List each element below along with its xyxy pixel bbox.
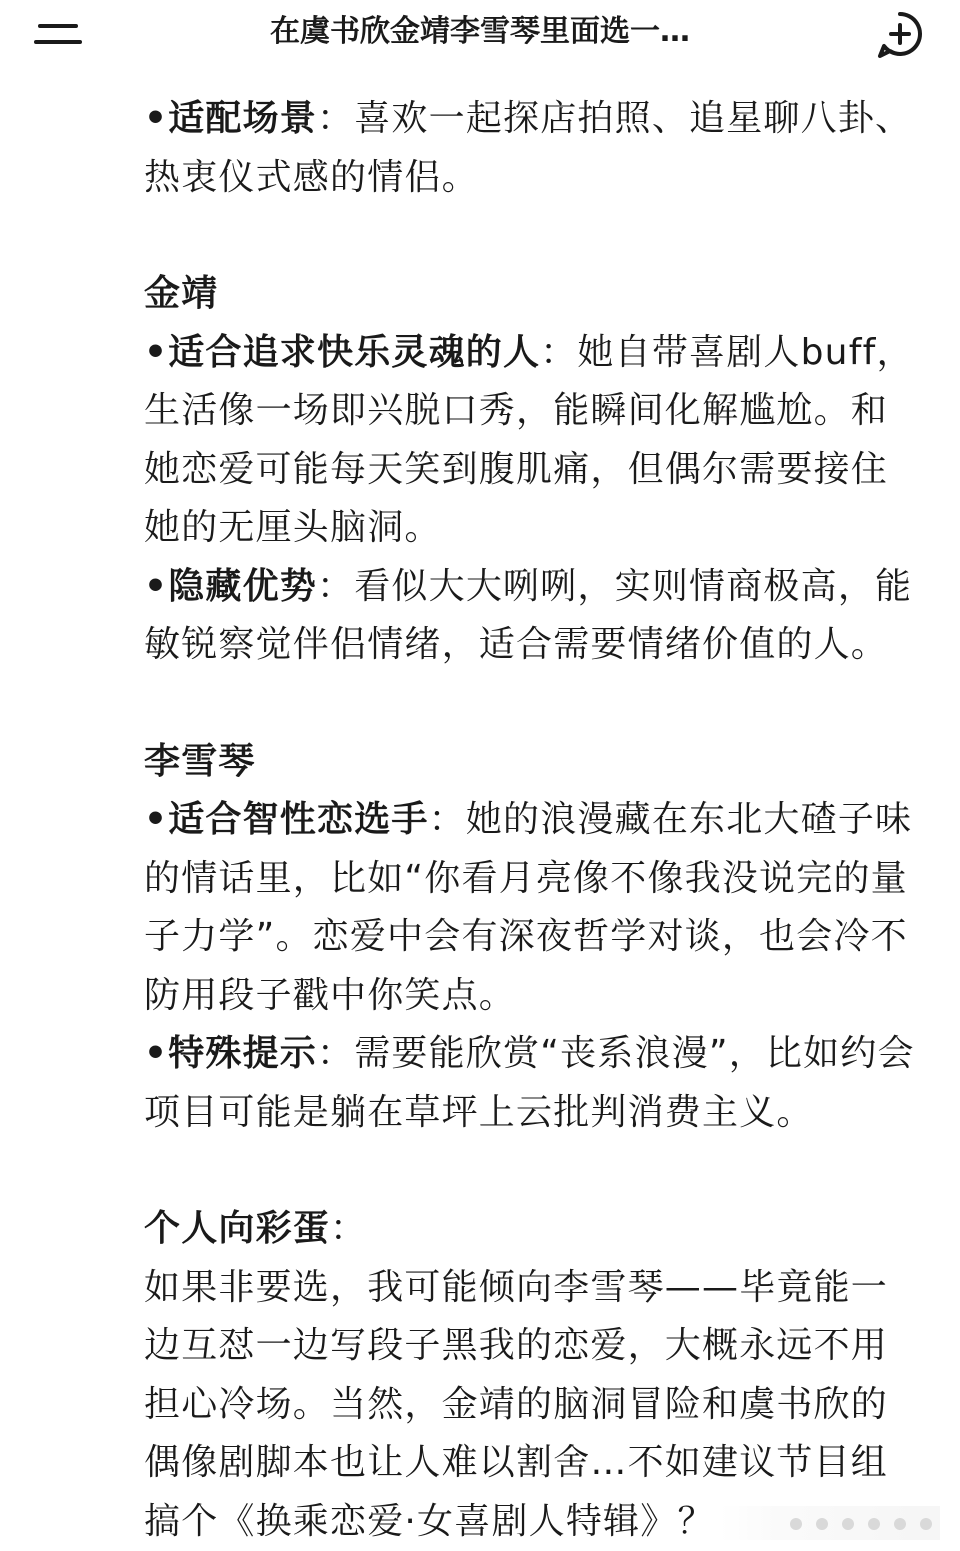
- bullet-label: •适合追求快乐灵魂的人: [144, 332, 540, 373]
- jinjing-suitable-paragraph: •适合追求快乐灵魂的人：她自带喜剧人buff，生活像一场即兴脱口秀，能瞬间化解尴尬。和她恋爱可能每天笑到腹肌痛，但偶尔需要接住她的无厘头脑洞。: [144, 324, 924, 558]
- top-bar: [0, 0, 960, 72]
- bullet-label: •适配场景: [144, 98, 317, 139]
- jinjing-advantage-paragraph: •隐藏优势：看似大大咧咧，实则情商极高，能敏锐察觉伴侣情绪，适合需要情绪价值的人。: [144, 558, 924, 675]
- lixueqin-suitable-paragraph: •适合智性恋选手：她的浪漫藏在东北大碴子味的情话里，比如“你看月亮像不像我没说完的量子力学”。恋爱中会有深夜哲学对谈，也会冷不防用段子戳中你笑点。: [144, 791, 924, 1025]
- bullet-label: •适合智性恋选手: [144, 799, 429, 840]
- paragraph-text: 她的浪漫藏在东北大碴子味的情话里，比如“你看月亮像不像我没说完的量子力学”。恋爱中会有深夜哲学对谈，也会冷不防用段子戳中你笑点。: [144, 799, 912, 1016]
- chat-message-content: [144, 90, 924, 1551]
- new-chat-icon[interactable]: [870, 8, 930, 62]
- scene-paragraph: •适配场景：喜欢一起探店拍照、追星聊八卦、热衷仪式感的情侣。: [144, 90, 924, 207]
- paragraph-text: 看似大大咧咧，实则情商极高，能敏锐察觉伴侣情绪，适合需要情绪价值的人。: [144, 566, 912, 666]
- paragraph-text: 她自带喜剧人buff，生活像一场即兴脱口秀，能瞬间化解尴尬。和她恋爱可能每天笑到腹肌痛，但偶尔需要接住她的无厘头脑洞。: [144, 332, 914, 549]
- menu-icon[interactable]: [34, 14, 90, 54]
- bullet-label: •特殊提示: [144, 1033, 317, 1074]
- paragraph-text: 需要能欣赏“丧系浪漫”，比如约会项目可能是躺在草坪上云批判消费主义。: [144, 1033, 915, 1133]
- section-title-lixueqin: 李雪琴: [144, 733, 924, 792]
- easter-egg-heading: 个人向彩蛋：: [144, 1200, 924, 1259]
- watermark: [720, 1506, 940, 1540]
- section-title-easter-egg: 个人向彩蛋: [144, 1208, 330, 1249]
- section-title-jinjing: 金靖: [144, 265, 924, 324]
- conversation-title: 在虞书欣金靖李雪琴里面选一…: [200, 10, 760, 54]
- paragraph-text: 喜欢一起探店拍照、追星聊八卦、热衷仪式感的情侣。: [144, 98, 912, 198]
- easter-egg-paragraph: 如果非要选，我可能倾向李雪琴——毕竟能一边互怼一边写段子黑我的恋爱，大概永远不用担心冷场。当然，金靖的脑洞冒险和虞书欣的偶像剧脚本也让人难以割舍…不如建议节目组搞个《换乘恋爱·女喜剧人特辑》？: [144, 1259, 924, 1551]
- bullet-label: •隐藏优势: [144, 566, 317, 607]
- lixueqin-tip-paragraph: •特殊提示：需要能欣赏“丧系浪漫”，比如约会项目可能是躺在草坪上云批判消费主义。: [144, 1025, 924, 1142]
